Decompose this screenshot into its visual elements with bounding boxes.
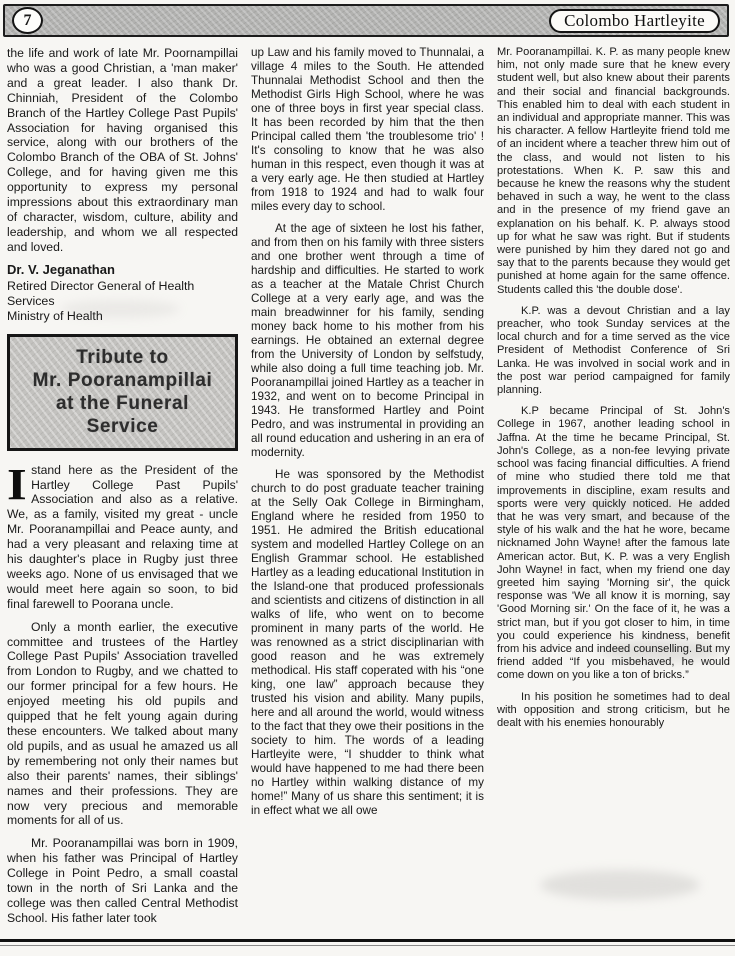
dropcap-paragraph [7,459,239,612]
body-paragraph: Only a month earlier, the executive committee and trustees of the Hartley College Past Pupils' Association travelled from London to Rugby, and we chatted to our former principal for a few hours. He enjoyed meeting his old pupils and quipped that he felt young again during these encounters. We talked about many old pupils, and as usual he amazed us all by remembering not only their names but also their parents' names, their siblings' names and their professions. They are now very precious and memorable moments for all of us. [7,619,239,828]
body-paragraph: Mr. Pooranampillai. K. P. as many people knew him, not only made sure that he knew every student well, but also knew about their parents and their social and financial backgrounds. This enabled him to deal with each student in an individual and appropriate manner. This was his character. A fellow Hartleyite friend told me of an incident where a teacher threw him out of the class, and would not listen to his protestations. When K. P. saw this and because he knew the reasons why the student behaved in such a way, he went to the class and in the presence of my friend gave an explanation on his behalf. K. P. always stood up for what he saw was right. But if students were punished by him they dared not go and say that to the parents because they would get punished at home again for the same offence. Students called this 'the double dose'. [497,46,730,296]
body-paragraph: He was sponsored by the Methodist church to do post graduate teacher training at the Selly Oak College in Birmingham, England where he resided from 1950 to 1951. He admired the British educational system and modelled Hartley College on an English Grammar school. He established Hartley as a leading educational Institution in the Island-one that produced professionals and scientists and citizens of distinction in all walks of life, who went on to become prominent in many parts of the world. He was renowned as a strict disciplinarian with good reason and he was extremely methodical. His staff coperated with his “one king, one law” approach because they trusted his vision and ability. Many pupils, here and all around the world, would witness to the fact that they owe their positions in the society to him. The words of a leading Hartleyite were, “I shudder to think what would have happened to me had there been no Hartley within walking distance of my home!” Many of us share this sentiment; it is in effect what we all owe [251,468,484,817]
page-header-bar [3,4,729,37]
body-paragraph: K.P. was a devout Christian and a lay preacher, who took Sunday services at the local church and for a time served as the vice President of Methodist Conference of Sri Lanka. He was involved in social work and in the post war period campaigned for family planning. [497,304,730,397]
body-paragraph: up Law and his family moved to Thunnalai, a village 4 miles to the South. He attended Thunnalai Methodist School and then the Methodist Girls High School, where he was one of three boys in first year special class. It has been recorded by him that the then Principal called them 'the troublesome trio' ! It's consoling to know that he was also human in this respect, even though it was at a very early age. He then studied at Hartley from 1918 to 1924 and had to walk four miles every day to school. [251,46,484,213]
body-paragraph: Mr. Pooranampillai was born in 1909, when his father was Principal of Hartley College in Point Pedro, a small coastal town in the north of Sri Lanka and the college was then called Central Methodist School. His father later took [7,836,239,925]
tribute-title-line: Tribute to [76,346,169,368]
tribute-title-line: Service [86,415,159,437]
tribute-title-line: at the Funeral [56,392,189,414]
signature-dept: Ministry of Health [7,308,103,323]
page-number: 7 [23,11,32,29]
signature-role: Retired Director General of Health Services [7,278,195,308]
bottom-rule-thin-line [0,945,735,946]
column-middle [251,46,484,934]
column-right [497,46,730,934]
masthead-title: Colombo Hartleyite [564,10,705,30]
tribute-title-line: Mr. Pooranampillai [32,369,213,391]
body-paragraph: the life and work of late Mr. Poornampillai who was a good Christian, a 'man maker' and a great leader. I also thank Dr. Chinniah, President of the Colombo Branch of the Hartley College Past Pupils' Association for having organised this service, along with our brothers of the Colombo Branch of the OBA of St. Johns' College, and for having given me this opportunity to express my personal impressions about this extraordinary man of character, wisdom, culture, ability and leadership, and whom we all respected and loved. [7,46,239,254]
dropcap-text: stand here as the President of the Hartley College Past Pupils' Association and also as a relative. We, as a family, visited my great - uncle Mr. Pooranampillai and Peace aunty, and had a very pleasant and relaxing time at his daughter's place in Rugby just three weeks ago. None of us envisaged that we would meet here again so soon, to bid final farewell to Poorana uncle. [7,462,239,611]
tribute-title-box [7,334,238,451]
bottom-rule [0,939,735,946]
body-paragraph: At the age of sixteen he lost his father, and from then on his family with three sisters and one brother went through a time of hardship and difficulties. He started to work as a teacher at the Matale Christ Church College at a very early age, and was the main breadwinner for his family, sending money back home to his mother from his earnings. He obtained an external degree from the University of London by selfstudy, while also doing a full time teaching job. Mr. Pooranampillai joined Hartley as a teacher in 1932, and went on to become Principal in 1943. He transformed Hartley and Point Pedro, and was instrumental in providing an all round education and ushering in an era of modernity. [251,222,484,459]
signature-name: Dr. V. Jeganathan [7,261,115,277]
body-paragraph: K.P became Principal of St. John's College in 1967, another leading school in Jaffna. At the time he became Principal, St. John's College, as a non-fee levying private school was facing financial difficulties. A friend of mine who studied there told me that improvements in discipline, exam results and sports were very quickly noticed. He added that he was very smart, and because of the style of his walk and the hat he wore, became nicknamed John Wayne! after the famous late American actor. But, K. P. was a very English John Wayne! in fact, when my friend one day greeted him saying 'Morning sir', the quick response was 'We all know it is morning, say 'Good Morning sir.' On the face of it, he was a strict man, but if you got closer to him, in time you could experience his kindness, benefit from his advice and indeed counselling. But my friend added “If you misbehaved, he would come down on you like a ton of bricks.” [497,405,730,682]
body-paragraph: In his position he sometimes had to deal with opposition and strong criticism, but he dealt with his enemies honourably [497,690,730,729]
bottom-rule-thick-line [0,939,735,942]
dropcap-letter: I [7,459,27,509]
masthead-badge [549,9,720,33]
article-body [7,46,730,934]
signature-block [7,263,238,324]
column-left [7,46,238,934]
page-number-badge [12,7,43,34]
